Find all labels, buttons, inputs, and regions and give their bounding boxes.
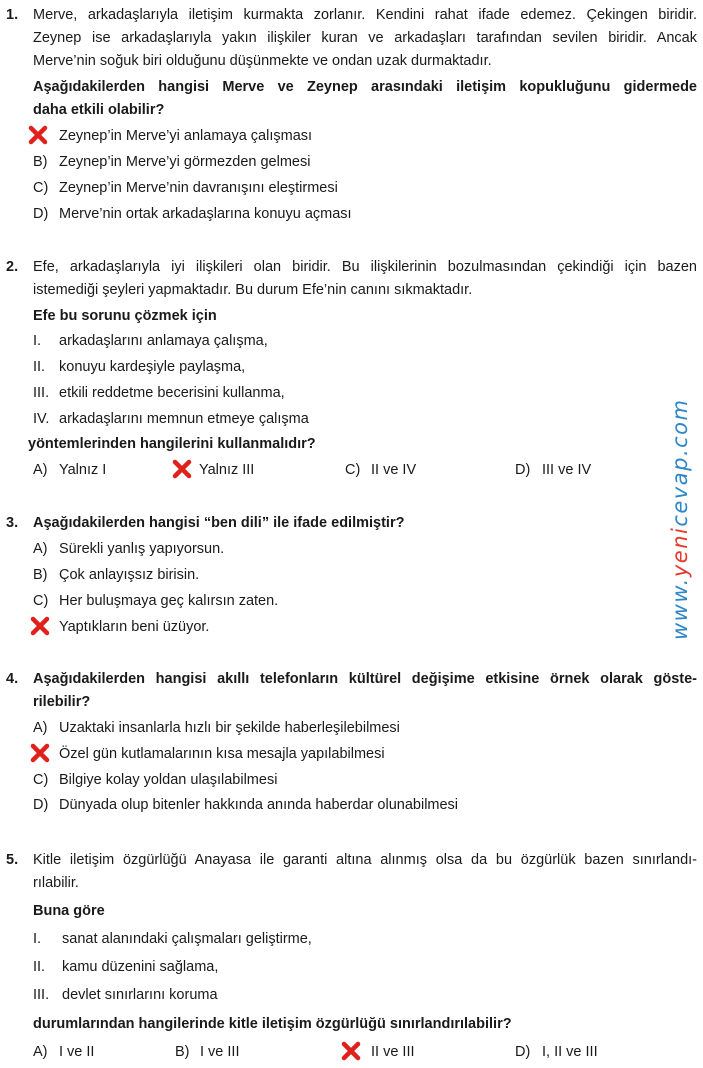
option-text: Sürekli yanlış yapıyorsun. xyxy=(59,541,225,557)
statement-text: sanat alanındaki çalışmaları geliştirme, xyxy=(62,931,312,947)
question-prompt-line: Aşağıdakilerden hangisi Merve ve Zeynep arasındaki iletişim kopukluğunu gidermede xyxy=(33,79,697,95)
option-letter: A) xyxy=(33,1044,48,1060)
cross-mark-icon xyxy=(30,616,50,636)
question-prompt-line: rilebilir? xyxy=(33,694,91,710)
question-number: 4. xyxy=(6,671,19,687)
option-letter: B) xyxy=(33,567,48,583)
option-letter: A) xyxy=(33,720,48,736)
option-text: Zeynep’in Merve’yi anlamaya çalışması xyxy=(59,128,313,144)
option-text: Yaptıkların beni üzüyor. xyxy=(59,619,210,635)
option-letter: A) xyxy=(33,462,48,478)
option-text: Her buluşmaya geç kalırsın zaten. xyxy=(59,593,279,609)
statement-text: etkili reddetme becerisini kullanma, xyxy=(59,385,285,401)
statement-text: arkadaşlarını anlamaya çalışma, xyxy=(59,333,268,349)
option-text: Bilgiye kolay yoldan ulaşılabilmesi xyxy=(59,772,278,788)
question-number: 5. xyxy=(6,852,19,868)
question-text-line: Merve’nin soğuk biri olduğunu düşünmekte ve ondan uzak durmaktadır. xyxy=(33,53,492,69)
statement-text: kamu düzenini sağlama, xyxy=(62,959,219,975)
roman-numeral: II. xyxy=(33,359,46,375)
option-text: Uzaktaki insanlarla hızlı bir şekilde haberleşilebilmesi xyxy=(59,720,400,736)
option-text: III ve IV xyxy=(542,462,592,478)
question-text-line: istemediği şeyleri yapmaktadır. Bu durum Efe’nin canını sıkmaktadır. xyxy=(33,282,473,298)
roman-numeral: I. xyxy=(33,333,42,349)
option-text: II ve III xyxy=(371,1044,415,1060)
question-prompt-line: Aşağıdakilerden hangisi “ben dili” ile ifade edilmiştir? xyxy=(33,515,405,531)
option-letter: A) xyxy=(33,541,48,557)
question-prompt-line: durumlarından hangilerinde kitle iletişim özgürlüğü sınırlandırılabilir? xyxy=(33,1016,512,1032)
option-text: Merve’nin ortak arkadaşlarına konuyu açması xyxy=(59,206,352,222)
option-letter: D) xyxy=(515,462,531,478)
cross-mark-icon xyxy=(30,743,50,763)
roman-numeral: III. xyxy=(33,987,50,1003)
option-text: Özel gün kutlamalarının kısa mesajla yapılabilmesi xyxy=(59,746,385,762)
option-text: Dünyada olup bitenler hakkında anında haberdar olunabilmesi xyxy=(59,797,459,813)
option-letter: B) xyxy=(33,154,48,170)
roman-numeral: II. xyxy=(33,959,46,975)
option-letter: C) xyxy=(345,462,361,478)
watermark xyxy=(668,399,692,640)
option-letter: C) xyxy=(33,593,49,609)
roman-numeral: IV. xyxy=(33,411,50,427)
question-lead: Efe bu sorunu çözmek için xyxy=(33,308,217,324)
option-letter: B) xyxy=(175,1044,190,1060)
question-prompt-line: Aşağıdakilerden hangisi akıllı telefonların kültürel değişime etkisine örnek olarak göste- xyxy=(33,671,697,687)
option-text: Çok anlayışsız birisin. xyxy=(59,567,200,583)
question-prompt-line: daha etkili olabilir? xyxy=(33,102,165,118)
option-text: Zeynep’in Merve’yi görmezden gelmesi xyxy=(59,154,311,170)
option-text: II ve IV xyxy=(371,462,417,478)
option-letter: D) xyxy=(33,206,49,222)
roman-numeral: I. xyxy=(33,931,42,947)
option-text: Zeynep’in Merve’nin davranışını eleştirmesi xyxy=(59,180,338,196)
option-text: Yalnız III xyxy=(199,462,255,478)
cross-mark-icon xyxy=(341,1041,361,1061)
question-number: 3. xyxy=(6,515,19,531)
watermark-prefix: www. xyxy=(668,577,692,640)
cross-mark-icon xyxy=(172,459,192,479)
question-prompt-line: yöntemlerinden hangilerini kullanmalıdır? xyxy=(28,436,316,452)
question-number: 1. xyxy=(6,7,19,23)
question-lead: Buna göre xyxy=(33,903,105,919)
question-number: 2. xyxy=(6,259,19,275)
statement-text: arkadaşlarını memnun etmeye çalışma xyxy=(59,411,309,427)
option-letter: D) xyxy=(515,1044,531,1060)
watermark-highlight: yeni xyxy=(668,526,692,578)
cross-mark-icon xyxy=(28,125,48,145)
question-text-line: Zeynep ise arkadaşlarıyla yakın ilişkiler kuran ve arkadaşları tarafından sevilen biridir. Ancak xyxy=(33,30,697,46)
question-text-line: Merve, arkadaşlarıyla iletişim kurmakta zorlanır. Kendini rahat ifade edemez. Çekingen biridir. xyxy=(33,7,697,23)
question-text-line: rılabilir. xyxy=(33,875,79,891)
statement-text: konuyu kardeşiyle paylaşma, xyxy=(59,359,246,375)
option-letter: D) xyxy=(33,797,49,813)
option-letter: C) xyxy=(33,180,49,196)
option-text: I ve III xyxy=(200,1044,240,1060)
watermark-rest: cevap.com xyxy=(668,398,692,527)
statement-text: devlet sınırlarını koruma xyxy=(62,987,218,1003)
option-text: Yalnız I xyxy=(59,462,107,478)
option-text: I, II ve III xyxy=(542,1044,598,1060)
question-text-line: Kitle iletişim özgürlüğü Anayasa ile garanti altına alınmış olsa da bu özgürlük bazen sınırlandı- xyxy=(33,852,697,868)
question-text-line: Efe, arkadaşlarıyla iyi ilişkileri olan biridir. Bu ilişkilerinin bozulmasından çekindiği için bazen xyxy=(33,259,697,275)
option-text: I ve II xyxy=(59,1044,95,1060)
roman-numeral: III. xyxy=(33,385,50,401)
option-letter: C) xyxy=(33,772,49,788)
